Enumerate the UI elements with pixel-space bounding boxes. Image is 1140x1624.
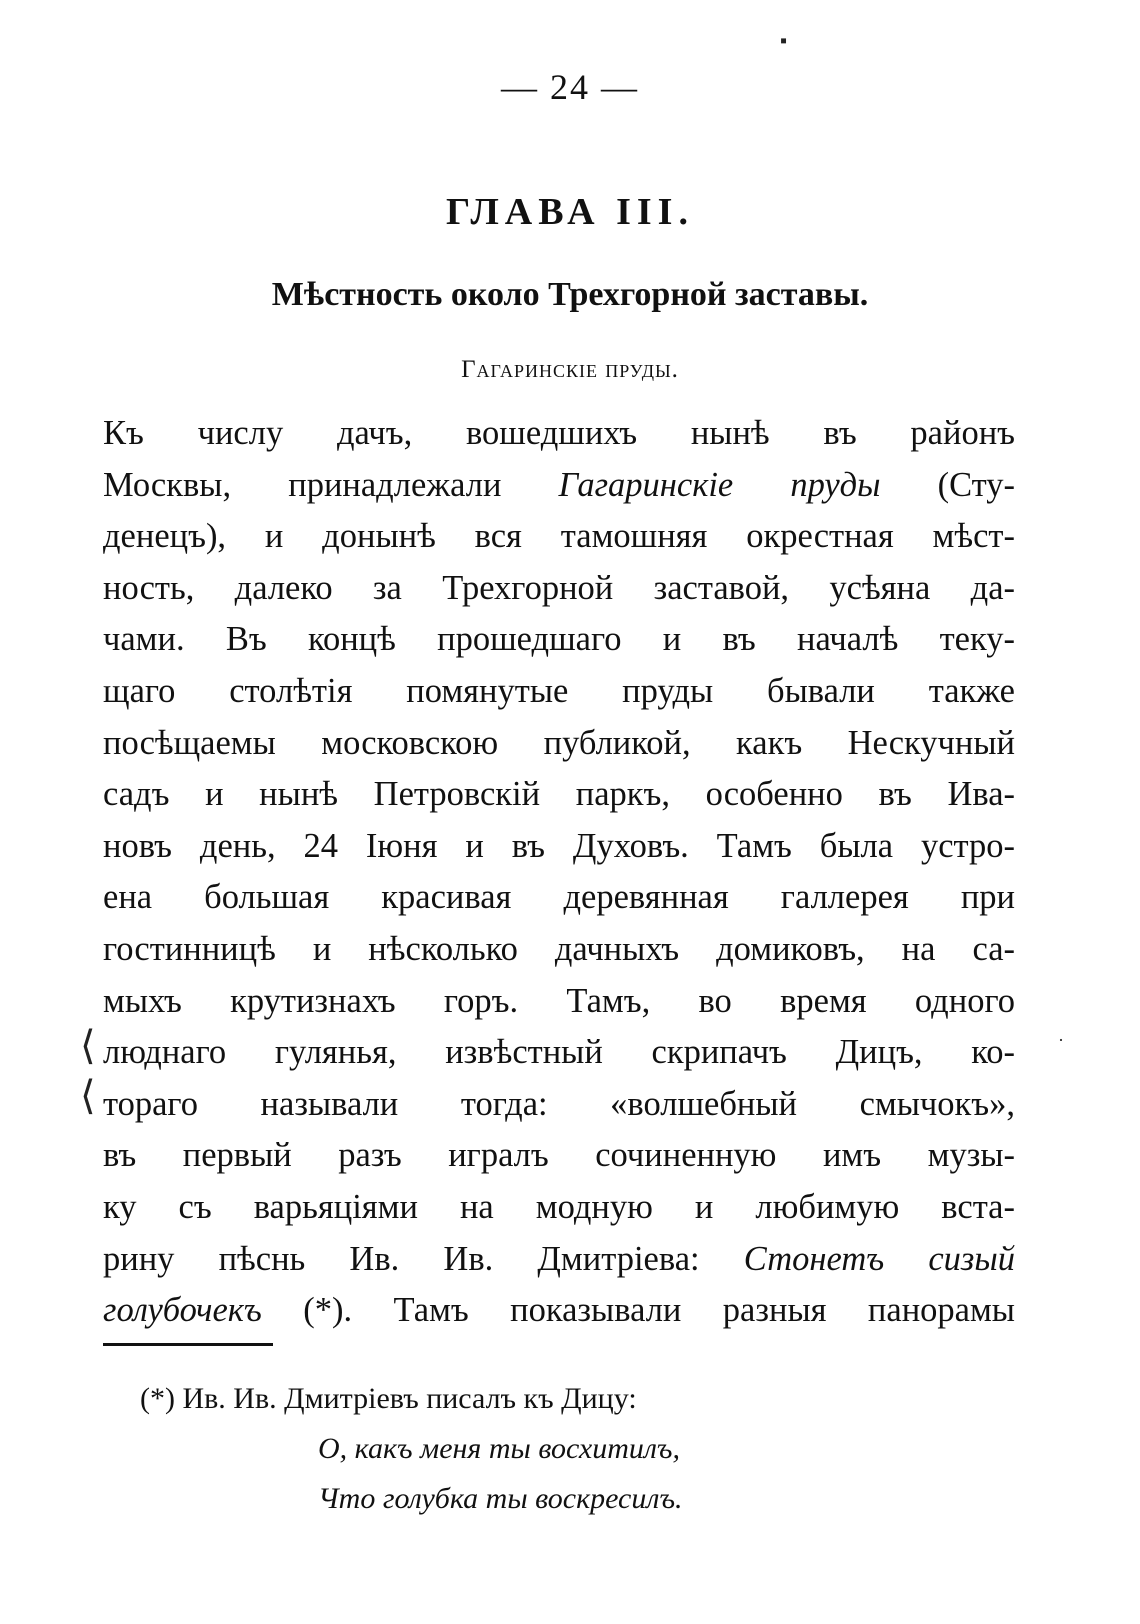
text-line: чами. Въ концѣ прошедшаго и въ началѣ теку-	[103, 620, 1015, 659]
text-line: щаго столѣтія помянутые пруды бывали также	[103, 671, 1015, 710]
page-number: — 24 —	[501, 67, 639, 107]
section-title: Мѣстность около Трехгорной заставы.	[271, 276, 869, 313]
body-text	[103, 408, 1015, 1337]
footnote-intro: (*) Ив. Ив. Дмитріевъ писалъ къ Дицу:	[140, 1382, 637, 1415]
ink-speck: ▪	[780, 30, 788, 52]
text-line: новъ день, 24 Іюня и въ Духовъ. Тамъ была устро-	[103, 826, 1015, 865]
text-line: гостинницѣ и нѣсколько дачныхъ домиковъ, на са-	[103, 929, 1015, 968]
text-line: посѣщаемы московскою публикой, какъ Нескучный	[103, 723, 1015, 762]
chapter-title: ГЛАВА III.	[446, 191, 694, 233]
text-line: рину пѣснь Ив. Ив. Дмитріева: Стонетъ сизый	[103, 1239, 1015, 1278]
subsection-title: Гагаринскіе пруды.	[461, 356, 679, 383]
ink-speck: ·	[1058, 1030, 1064, 1050]
text-line: въ первый разъ игралъ сочиненную имъ музы-	[103, 1136, 1015, 1175]
text-line: мыхъ крутизнахъ горъ. Тамъ, во время одного	[103, 981, 1015, 1020]
text-line: люднаго гулянья, извѣстный скрипачъ Дицъ, ко-	[103, 1033, 1015, 1072]
text-line: голубочекъ (*). Тамъ показывали разныя панорамы	[103, 1291, 1015, 1330]
text-line: Москвы, принадлежали Гагаринскіе пруды (Сту-	[103, 465, 1015, 504]
text-line: денецъ), и донынѣ вся тамошняя окрестная мѣст-	[103, 517, 1015, 556]
text-line: тораго называли тогда: «волшебный смычокъ»,	[103, 1084, 1015, 1123]
text-line: садъ и нынѣ Петровскій паркъ, особенно въ Ива-	[103, 775, 1015, 814]
text-line: Къ числу дачъ, вошедшихъ нынѣ въ районъ	[103, 414, 1015, 452]
footnote-verse-line: О, какъ меня ты восхитилъ,	[318, 1432, 681, 1465]
margin-brace-mark: ⟨	[80, 1073, 96, 1118]
text-line: ена большая красивая деревянная галлерея при	[103, 878, 1015, 917]
footnote	[140, 1374, 940, 1524]
footnote-rule	[103, 1343, 273, 1346]
footnote-verse-line: Что голубка ты воскресилъ.	[318, 1482, 683, 1515]
text-line: ку съ варьяціями на модную и любимую вста-	[103, 1187, 1015, 1226]
margin-brace-mark: ⟨	[80, 1023, 96, 1068]
text-line: ность, далеко за Трехгорной заставой, усѣяна да-	[103, 568, 1015, 607]
